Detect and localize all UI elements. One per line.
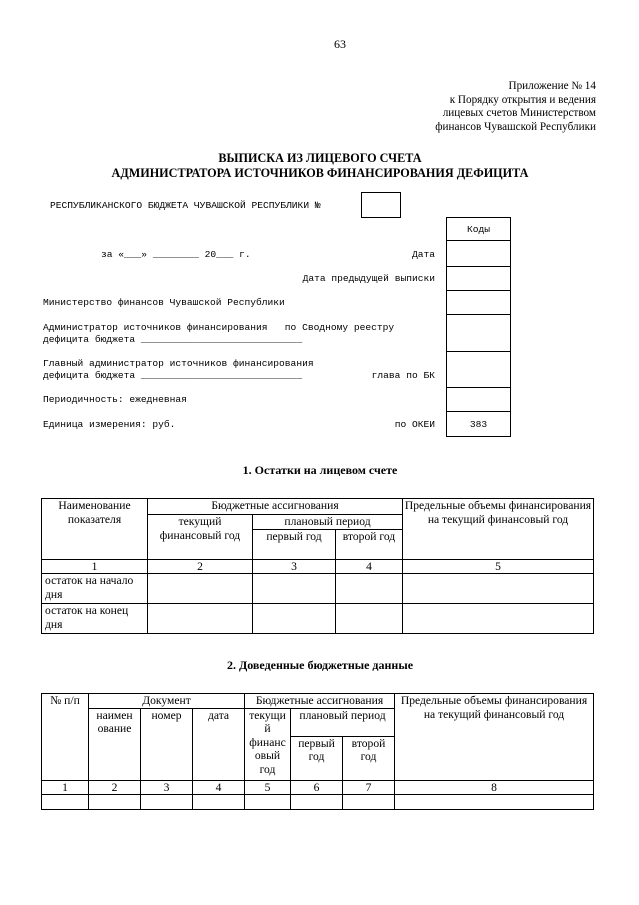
header-current-year: текущи й финанс овый год [245,708,291,780]
date-line: за «___» ________ 20___ г. [101,249,251,260]
chief-code-label: глава по БК [371,370,435,381]
header-planned: плановый период [291,708,395,736]
col-number: 3 [141,780,193,795]
budget-label: РЕСПУБЛИКАНСКОГО БЮДЖЕТА ЧУВАШСКОЙ РЕСПУБЛИКИ № [50,200,321,211]
ministry-name: Министерство финансов Чувашской Республики [43,297,285,308]
account-number-box[interactable] [361,192,401,218]
table-cell[interactable] [336,604,403,634]
table-row [42,604,594,634]
admin-line-2: дефицита бюджета ____________________________ [43,334,303,345]
title-line: АДМИНИСТРАТОРА ИСТОЧНИКОВ ФИНАНСИРОВАНИЯ ДЕФИЦИТА [111,166,529,180]
col-number: 5 [403,559,594,574]
code-cell-admin[interactable] [446,314,511,352]
appendix-line: Приложение № 14 [508,80,596,92]
table-cell[interactable] [403,574,594,604]
header-planned: плановый период [253,515,403,530]
row-label: остаток на начало дня [42,574,148,604]
appendix-line: финансов Чувашской Республики [435,120,596,133]
document-title [40,151,600,181]
header-doc-date: дата [193,708,245,780]
table-cell[interactable] [148,604,253,634]
col-number: 3 [253,559,336,574]
appendix-line: лицевых счетов Министерством [442,107,596,120]
chief-line-2: дефицита бюджета ____________________________ [43,370,303,381]
header-first-year: первый год [253,529,336,559]
okei-value: 383 [469,419,488,430]
admin-line-1: Администратор источников финансирования по Сводному реестру [43,322,395,333]
col-number: 5 [245,780,291,795]
header-limits: Предельные объемы финансирования на текущий финансовый год [403,499,594,560]
code-cell-prev-date[interactable] [446,266,511,291]
header-limits: Предельные объемы финансирования на текущий финансовый год [395,694,594,781]
code-cell-ministry[interactable] [446,290,511,315]
section2-heading: 2. Доведенные бюджетные данные [226,658,414,672]
header-doc-name: наимен ование [89,708,141,780]
prev-date-label: Дата предыдущей выписки [302,273,435,284]
col-number: 1 [42,780,89,795]
table-row [42,574,594,604]
table-cell[interactable] [395,795,594,810]
title-line: ВЫПИСКА ИЗ ЛИЦЕВОГО СЧЕТА [218,151,422,165]
col-number: 7 [343,780,395,795]
table-cell[interactable] [89,795,141,810]
col-number: 4 [193,780,245,795]
codes-header-cell [446,217,511,241]
periodicity: Периодичность: ежедневная [43,394,187,405]
table-cell[interactable] [193,795,245,810]
header-budget: Бюджетные ассигнования [148,499,403,515]
header-name: Наименование показателя [42,499,148,560]
header-current-year: текущий финансовый год [148,515,253,560]
header-second-year: второй год [343,736,395,780]
table-cell[interactable] [253,574,336,604]
header-doc-number: номер [141,708,193,780]
code-cell-periodicity[interactable] [446,387,511,412]
unit-of-measure: Единица измерения: руб. [43,419,176,430]
budget-data-table [41,693,594,810]
appendix-note [330,80,596,134]
date-label: Дата [411,249,435,260]
header-number: № п/п [42,694,89,781]
header-second-year: второй год [336,529,403,559]
appendix-line: к Порядку открытия и ведения [449,93,596,106]
col-number: 8 [395,780,594,795]
okei-label: по ОКЕИ [394,419,435,430]
table-cell[interactable] [42,795,89,810]
table-cell[interactable] [141,795,193,810]
table-cell[interactable] [343,795,395,810]
chief-line-1: Главный администратор источников финансирования [43,358,314,369]
table-cell[interactable] [336,574,403,604]
col-number: 2 [148,559,253,574]
section1-heading: 1. Остатки на лицевом счете [242,463,398,477]
col-number: 6 [291,780,343,795]
table-cell[interactable] [403,604,594,634]
row-label: остаток на конец дня [42,604,148,634]
table-cell[interactable] [253,604,336,634]
code-cell-chief[interactable] [446,351,511,388]
header-first-year: первый год [291,736,343,780]
table-row [42,795,594,810]
code-cell-okei [446,411,511,437]
table-cell[interactable] [148,574,253,604]
col-number: 1 [42,559,148,574]
header-budget: Бюджетные ассигнования [245,694,395,709]
code-cell-date[interactable] [446,240,511,267]
col-number: 2 [89,780,141,795]
codes-header: Коды [466,224,491,235]
col-number: 4 [336,559,403,574]
balances-table [41,498,594,634]
page-number: 63 [334,37,346,51]
table-cell[interactable] [291,795,343,810]
header-document: Документ [89,694,245,709]
table-cell[interactable] [245,795,291,810]
